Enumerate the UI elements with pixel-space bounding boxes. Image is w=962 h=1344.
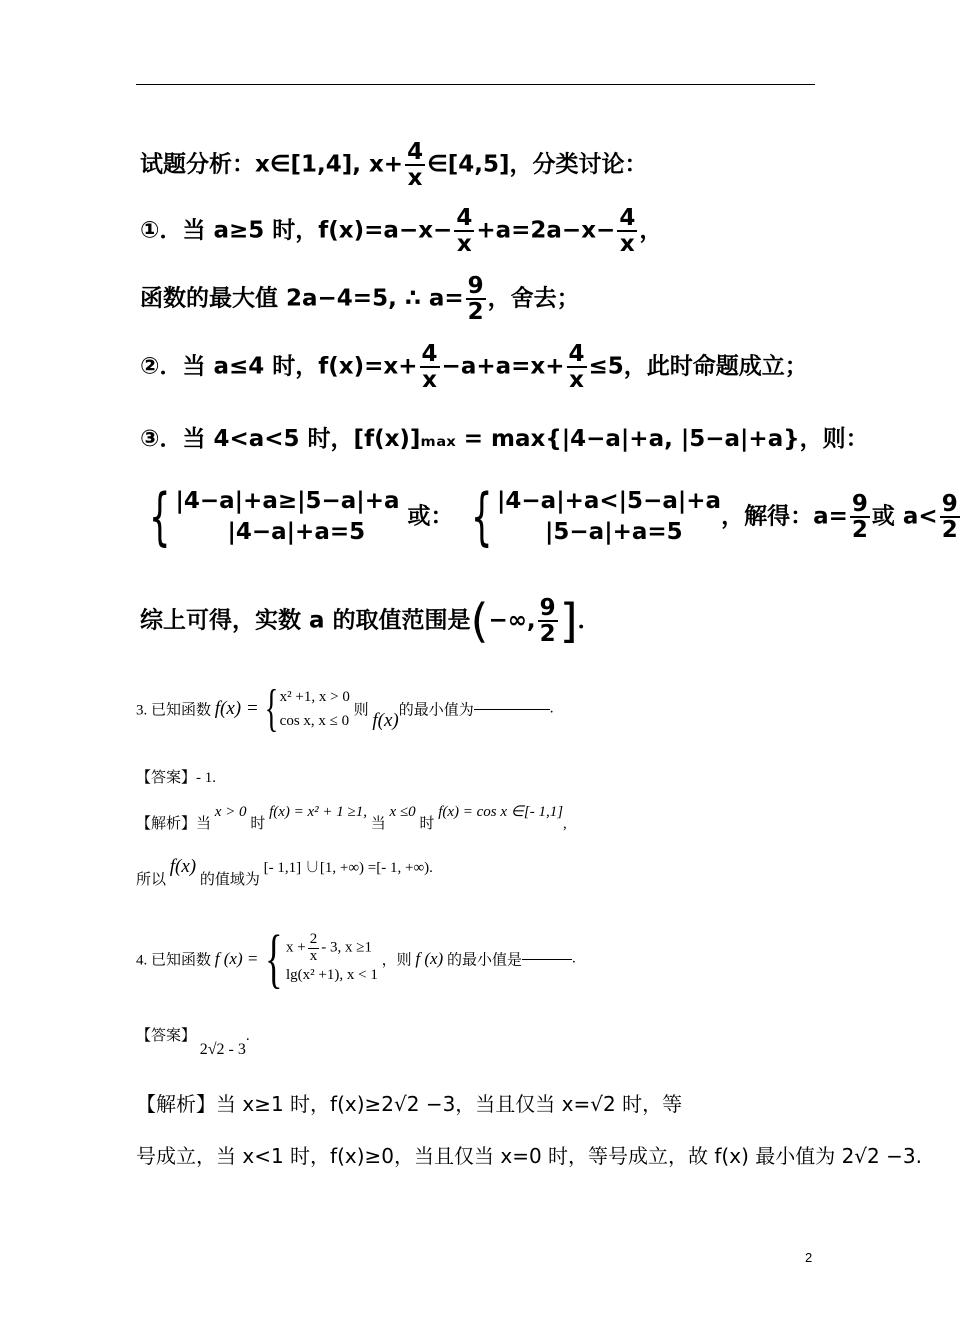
page-number: 2	[805, 1250, 813, 1265]
q4-answer-blank	[522, 959, 572, 960]
q4-stem: 4. 已知函数 f (x) = { x + $\frac{2}{x}$ - 3, x ≥1 lg(x² +1), x < 1 ，则 f (x) 的最小值是 .	[136, 922, 576, 995]
analysis-case-1: ①．当 a≥5 时，f(x)=a−x− $\frac{4}{x}$ +a=2a−x− $\frac{4}{x}$ ，	[140, 205, 663, 258]
q3-answer: 【答案】- 1.	[136, 770, 217, 786]
analysis-case-1-max: 函数的最大值 2a−4=5, ∴ a= $\frac{9}{2}$ ，舍去；	[140, 273, 580, 326]
analysis-systems: { |4−a|+a≥|5−a|+a |4−a|+a=5 或： { |4−a|+a<|5−a|+a |5−a|+a=5 ，解得：a= $\frac{9}{2}$ 或 a< $\frac{9}{2}$	[148, 480, 958, 554]
q3-explanation: 【解析】当 x > 0 时 f(x) = x² + 1 ≥1, 当 x ≤0 时 f(x) = cos x ∈[- 1,1],	[136, 804, 567, 832]
analysis-case-3: ③．当 4<a<5 时，[f(x)]ₘₐₓ = max{|4−a|+a, |5−a|+a}，则：	[140, 426, 869, 452]
q3-answer-blank	[474, 709, 550, 710]
header-rule	[136, 84, 815, 85]
q3-stem: 3. 已知函数 f(x) = { x² +1, x > 0 cos x, x ≤ 0 则 f(x)的最小值为 .	[136, 680, 554, 737]
analysis-case-2: ②．当 a≤4 时，f(x)=x+ $\frac{4}{x}$ −a+a=x+ $\frac{4}{x}$ ≤5，此时命题成立；	[140, 341, 808, 394]
q4-explanation-line-2: 号成立，当 x<1 时，f(x)≥0，当且仅当 x=0 时，等号成立，故 f(x) 最小值为 2√2 −3.	[136, 1144, 922, 1168]
q3-range: 所以 f(x) 的值域为 [- 1,1] ∪[1, +∞) =[- 1, +∞).	[136, 856, 433, 888]
analysis-intro: 试题分析：x∈[1,4], x+ $\frac{4}{x}$ ∈[4,5]，分类讨论：	[140, 139, 648, 192]
q4-answer: 【答案】 2√2 - 3.	[136, 1028, 250, 1058]
analysis-conclusion: 综上可得，实数 a 的取值范围是(−∞, $\frac{9}{2}$ ]．	[140, 594, 601, 648]
q4-explanation-line-1: 【解析】当 x≥1 时，f(x)≥2√2 −3，当且仅当 x=√2 时，等	[136, 1092, 683, 1116]
